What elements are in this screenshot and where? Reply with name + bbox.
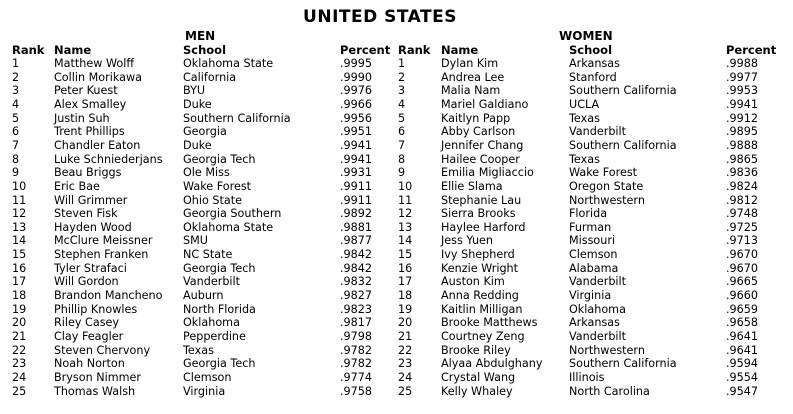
men-school-cell: Ohio State (183, 193, 243, 207)
women-school-cell: Vanderbilt (569, 275, 627, 289)
women-school-cell: Texas (569, 152, 600, 166)
table-row (0, 234, 793, 248)
table-row (0, 344, 793, 358)
women-rank-cell: 1 (398, 57, 406, 70)
women-school-cell: Oklahoma (569, 302, 626, 316)
men-school-cell: Duke (183, 138, 212, 152)
women-percent-cell: .9641 (726, 330, 759, 343)
women-percent-cell: .9659 (726, 302, 759, 316)
table-row (0, 71, 793, 85)
women-rank-cell: 10 (398, 179, 413, 193)
women-name-cell: Sierra Brooks (441, 207, 516, 221)
men-school-cell: North Florida (183, 302, 256, 316)
women-rank-cell: 14 (398, 234, 413, 248)
women-name-cell: Ivy Shepherd (441, 248, 515, 262)
men-school-cell: Pepperdine (183, 330, 246, 343)
men-school-cell: Ole Miss (183, 166, 230, 180)
table-row (0, 166, 793, 180)
table-row (0, 194, 793, 208)
men-name-cell: Noah Norton (54, 357, 125, 371)
women-rank-cell: 25 (398, 384, 413, 398)
men-name-cell: Will Gordon (54, 275, 119, 289)
men-school-cell: Georgia Southern (183, 207, 282, 221)
women-percent-cell: .9988 (726, 57, 759, 70)
table-row (0, 84, 793, 98)
men-name-cell: Beau Briggs (54, 166, 122, 180)
women-rank-cell: 22 (398, 343, 413, 357)
men-school-cell: Oklahoma State (183, 220, 274, 234)
women-rank-cell: 23 (398, 357, 413, 371)
women-name-cell: Haylee Harford (441, 220, 526, 234)
men-percent-cell: .9881 (340, 220, 373, 234)
men-name-cell: Eric Bae (54, 179, 100, 193)
men-percent-cell: .9842 (340, 248, 373, 262)
men-name-cell: Trent Phillips (54, 125, 125, 139)
women-percent-cell: .9941 (726, 97, 759, 111)
women-rank-cell: 6 (398, 125, 406, 139)
women-school-cell: Missouri (569, 234, 616, 248)
table-row (0, 180, 793, 194)
men-school-cell: NC State (183, 248, 233, 262)
women-school-header: School (569, 43, 613, 57)
table-row (0, 316, 793, 330)
women-school-cell: North Carolina (569, 384, 650, 398)
men-rank-cell: 19 (12, 302, 27, 316)
men-rank-cell: 5 (12, 111, 20, 125)
men-name-header: Name (54, 43, 92, 57)
women-school-cell: Vanderbilt (569, 125, 627, 139)
men-percent-cell: .9892 (340, 207, 373, 221)
women-rank-cell: 7 (398, 138, 406, 152)
men-rank-cell: 6 (12, 125, 20, 139)
men-name-cell: McClure Meissner (54, 234, 153, 248)
men-percent-cell: .9758 (340, 384, 373, 398)
women-name-cell: Kenzie Wright (441, 261, 519, 275)
table-row (0, 248, 793, 262)
women-percent-cell: .9658 (726, 316, 759, 330)
women-name-cell: Andrea Lee (441, 70, 505, 84)
table-row (0, 112, 793, 126)
women-percent-cell: .9670 (726, 248, 759, 262)
women-percent-cell: .9812 (726, 193, 759, 207)
men-rank-cell: 11 (12, 193, 27, 207)
men-rank-cell: 23 (12, 357, 27, 371)
men-rank-cell: 2 (12, 70, 20, 84)
men-name-cell: Will Grimmer (54, 193, 128, 207)
men-name-cell: Riley Casey (54, 316, 120, 330)
men-name-cell: Alex Smalley (54, 97, 127, 111)
women-rank-cell: 19 (398, 302, 413, 316)
men-school-cell: SMU (183, 234, 208, 248)
women-name-cell: Dylan Kim (441, 57, 499, 70)
table-row (0, 207, 793, 221)
women-rank-cell: 17 (398, 275, 413, 289)
men-rank-cell: 12 (12, 207, 27, 221)
men-school-cell: Texas (183, 343, 214, 357)
men-percent-cell: .9941 (340, 152, 373, 166)
men-rank-cell: 10 (12, 179, 27, 193)
women-name-cell: Mariel Galdiano (441, 97, 529, 111)
men-rank-cell: 21 (12, 330, 27, 343)
men-name-cell: Thomas Walsh (54, 384, 136, 398)
women-percent-cell: .9895 (726, 125, 759, 139)
men-rank-cell: 20 (12, 316, 27, 330)
men-rank-cell: 18 (12, 289, 27, 303)
table-row (0, 139, 793, 153)
table-row (0, 385, 793, 399)
men-school-header: School (183, 43, 227, 57)
women-percent-cell: .9725 (726, 220, 759, 234)
women-school-cell: Vanderbilt (569, 330, 627, 343)
women-rank-cell: 13 (398, 220, 413, 234)
women-name-cell: Brooke Riley (441, 343, 511, 357)
men-rank-cell: 9 (12, 166, 20, 180)
women-percent-cell: .9888 (726, 138, 759, 152)
women-school-cell: Florida (569, 207, 608, 221)
men-school-cell: Southern California (183, 111, 291, 125)
table-row (0, 357, 793, 371)
women-school-cell: Clemson (569, 248, 618, 262)
men-school-cell: Oklahoma State (183, 57, 274, 70)
women-rank-cell: 12 (398, 207, 413, 221)
men-percent-cell: .9877 (340, 234, 373, 248)
men-percent-cell: .9911 (340, 193, 373, 207)
men-percent-cell: .9842 (340, 261, 373, 275)
women-name-cell: Kelly Whaley (441, 384, 513, 398)
men-percent-cell: .9966 (340, 97, 373, 111)
women-name-cell: Jennifer Chang (441, 138, 524, 152)
women-percent-cell: .9641 (726, 343, 759, 357)
men-rank-cell: 22 (12, 343, 27, 357)
men-rank-cell: 15 (12, 248, 27, 262)
women-school-cell: Furman (569, 220, 612, 234)
women-percent-cell: .9977 (726, 70, 759, 84)
men-rank-cell: 7 (12, 138, 20, 152)
table-row (0, 330, 793, 344)
men-rank-cell: 17 (12, 275, 27, 289)
men-rank-header: Rank (12, 43, 45, 57)
women-rank-cell: 3 (398, 84, 406, 98)
men-rank-cell: 16 (12, 261, 27, 275)
men-percent-cell: .9951 (340, 125, 373, 139)
men-school-cell: Clemson (183, 370, 232, 384)
women-percent-cell: .9953 (726, 84, 759, 98)
women-percent-cell: .9594 (726, 357, 759, 371)
women-name-cell: Courtney Zeng (441, 330, 525, 343)
men-school-cell: BYU (183, 84, 206, 98)
men-name-cell: Stephen Franken (54, 248, 149, 262)
men-percent-cell: .9774 (340, 370, 373, 384)
women-name-cell: Alyaa Abdulghany (441, 357, 543, 371)
men-percent-cell: .9832 (340, 275, 373, 289)
men-name-cell: Phillip Knowles (54, 302, 138, 316)
men-percent-cell: .9911 (340, 179, 373, 193)
women-rank-cell: 9 (398, 166, 406, 180)
women-name-header: Name (441, 43, 479, 57)
women-percent-cell: .9824 (726, 179, 759, 193)
men-percent-cell: .9782 (340, 343, 373, 357)
men-school-cell: Georgia Tech (183, 261, 256, 275)
women-school-cell: Southern California (569, 357, 677, 371)
women-school-cell: Illinois (569, 370, 605, 384)
women-rank-cell: 8 (398, 152, 406, 166)
women-rank-cell: 16 (398, 261, 413, 275)
table-row (0, 98, 793, 112)
women-name-cell: Kaitlyn Papp (441, 111, 511, 125)
men-name-cell: Steven Fisk (54, 207, 118, 221)
men-school-cell: Georgia Tech (183, 152, 256, 166)
women-school-cell: Texas (569, 111, 600, 125)
women-name-cell: Kaitlin Milligan (441, 302, 523, 316)
women-school-cell: Northwestern (569, 193, 645, 207)
women-school-cell: Northwestern (569, 343, 645, 357)
women-name-cell: Brooke Matthews (441, 316, 538, 330)
men-school-cell: Virginia (183, 384, 226, 398)
men-percent-cell: .9976 (340, 84, 373, 98)
women-school-cell: Virginia (569, 289, 612, 303)
men-name-cell: Tyler Strafaci (54, 261, 127, 275)
men-percent-cell: .9995 (340, 57, 373, 70)
women-school-cell: Stanford (569, 70, 617, 84)
women-name-cell: Anna Redding (441, 289, 519, 303)
men-percent-cell: .9798 (340, 330, 373, 343)
men-school-cell: Georgia (183, 125, 227, 139)
men-percent-cell: .9956 (340, 111, 373, 125)
women-school-cell: Alabama (569, 261, 619, 275)
women-rank-cell: 2 (398, 70, 406, 84)
men-school-cell: California (183, 70, 237, 84)
men-school-cell: Wake Forest (183, 179, 252, 193)
women-name-cell: Emilia Migliaccio (441, 166, 534, 180)
women-rank-cell: 18 (398, 289, 413, 303)
women-percent-cell: .9547 (726, 384, 759, 398)
women-percent-cell: .9865 (726, 152, 759, 166)
men-school-cell: Auburn (183, 289, 224, 303)
men-name-cell: Peter Kuest (54, 84, 118, 98)
men-rank-cell: 1 (12, 57, 20, 70)
women-school-cell: Wake Forest (569, 166, 638, 180)
men-name-cell: Luke Schniederjans (54, 152, 163, 166)
men-heading: MEN (185, 29, 216, 43)
men-rank-cell: 24 (12, 370, 27, 384)
women-percent-header: Percent (726, 43, 777, 57)
women-name-cell: Crystal Wang (441, 370, 516, 384)
women-percent-cell: .9713 (726, 234, 759, 248)
women-rank-cell: 11 (398, 193, 413, 207)
women-rank-header: Rank (398, 43, 431, 57)
men-rank-cell: 14 (12, 234, 27, 248)
women-name-cell: Abby Carlson (441, 125, 516, 139)
women-name-cell: Malia Nam (441, 84, 501, 98)
women-name-cell: Hailee Cooper (441, 152, 520, 166)
men-name-cell: Matthew Wolff (54, 57, 135, 70)
women-percent-cell: .9748 (726, 207, 759, 221)
women-name-cell: Auston Kim (441, 275, 505, 289)
table-row (0, 221, 793, 235)
table-row (0, 57, 793, 71)
women-percent-cell: .9660 (726, 289, 759, 303)
women-rank-cell: 20 (398, 316, 413, 330)
women-school-cell: Southern California (569, 84, 677, 98)
men-percent-header: Percent (340, 43, 391, 57)
table-row (0, 371, 793, 385)
men-name-cell: Chandler Eaton (54, 138, 141, 152)
women-name-cell: Stephanie Lau (441, 193, 522, 207)
women-rank-cell: 21 (398, 330, 413, 343)
women-school-cell: UCLA (569, 97, 600, 111)
women-rank-cell: 15 (398, 248, 413, 262)
women-percent-cell: .9554 (726, 370, 759, 384)
men-rank-cell: 13 (12, 220, 27, 234)
men-name-cell: Steven Chervony (54, 343, 151, 357)
women-percent-cell: .9912 (726, 111, 759, 125)
men-name-cell: Bryson Nimmer (54, 370, 141, 384)
men-name-cell: Hayden Wood (54, 220, 132, 234)
men-rank-cell: 25 (12, 384, 27, 398)
men-rank-cell: 8 (12, 152, 20, 166)
men-percent-cell: .9941 (340, 138, 373, 152)
women-percent-cell: .9665 (726, 275, 759, 289)
women-school-cell: Oregon State (569, 179, 644, 193)
table-row (0, 289, 793, 303)
men-school-cell: Duke (183, 97, 212, 111)
table-row (0, 303, 793, 317)
women-rank-cell: 5 (398, 111, 406, 125)
men-name-cell: Collin Morikawa (54, 70, 142, 84)
women-percent-cell: .9670 (726, 261, 759, 275)
women-school-cell: Arkansas (569, 316, 620, 330)
women-name-cell: Jess Yuen (441, 234, 494, 248)
women-rank-cell: 4 (398, 97, 406, 111)
women-rank-cell: 24 (398, 370, 413, 384)
table-row (0, 275, 793, 289)
women-heading: WOMEN (559, 29, 613, 43)
men-percent-cell: .9990 (340, 70, 373, 84)
men-name-cell: Clay Feagler (54, 330, 124, 343)
men-school-cell: Georgia Tech (183, 357, 256, 371)
men-rank-cell: 3 (12, 84, 20, 98)
men-name-cell: Justin Suh (54, 111, 110, 125)
men-school-cell: Oklahoma (183, 316, 240, 330)
women-school-cell: Southern California (569, 138, 677, 152)
men-name-cell: Brandon Mancheno (54, 289, 163, 303)
women-percent-cell: .9836 (726, 166, 759, 180)
men-rank-cell: 4 (12, 97, 20, 111)
men-percent-cell: .9782 (340, 357, 373, 371)
men-school-cell: Vanderbilt (183, 275, 241, 289)
men-percent-cell: .9931 (340, 166, 373, 180)
table-row (0, 153, 793, 167)
women-school-cell: Arkansas (569, 57, 620, 70)
women-name-cell: Ellie Slama (441, 179, 503, 193)
men-percent-cell: .9823 (340, 302, 373, 316)
men-percent-cell: .9817 (340, 316, 373, 330)
table-row (0, 125, 793, 139)
table-row (0, 262, 793, 276)
page-title: UNITED STATES (303, 7, 457, 27)
men-percent-cell: .9827 (340, 289, 373, 303)
